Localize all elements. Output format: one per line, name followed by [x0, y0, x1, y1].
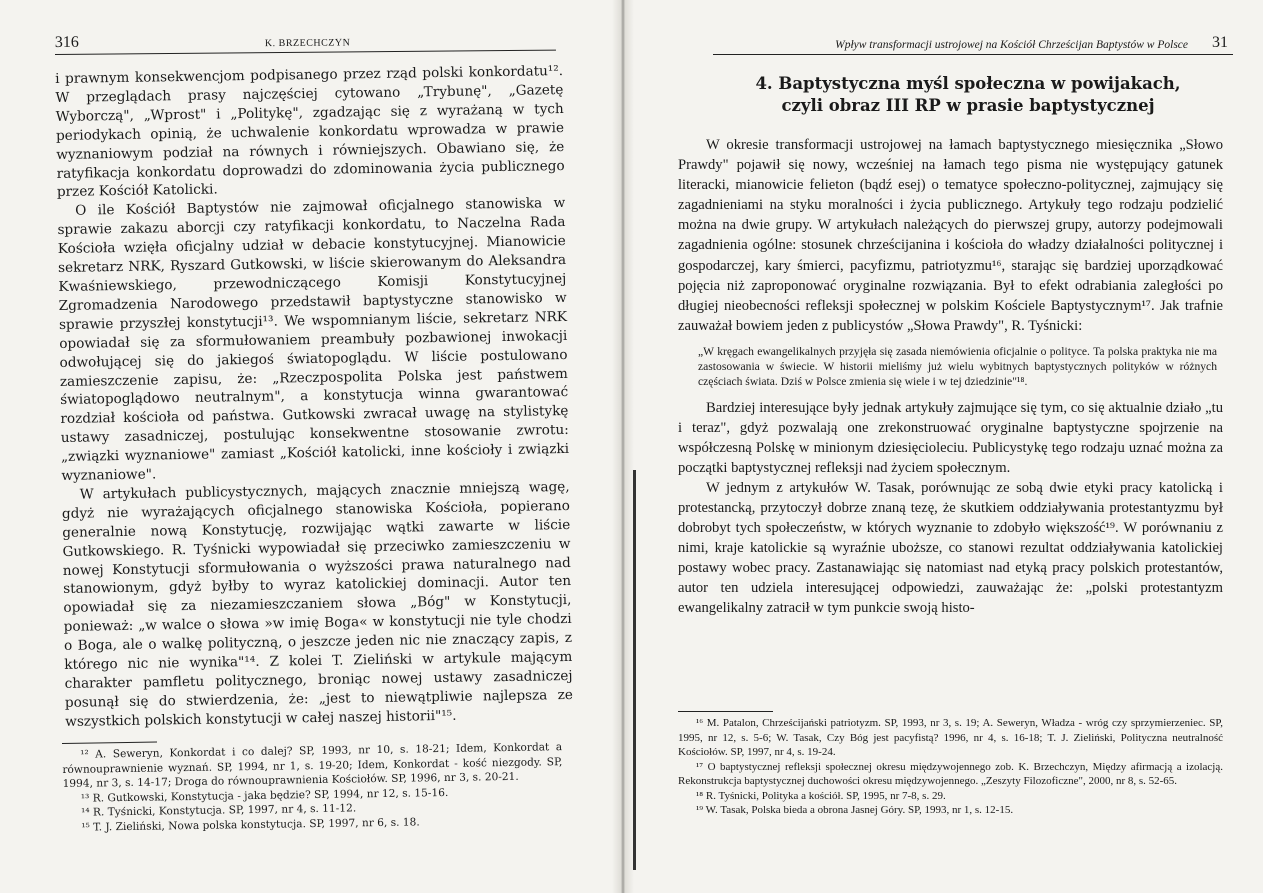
left-paragraph-3: W artykułach publicystycznych, mających znacznie mniejszą wagę, gdyż nie wyrażających oficjalnego stanowiska Kościoła, popierano generalnie nową Konstytucję, rozwijając wątki zawarte w liście Gutkowskiego. R. Tyśnicki wypowiadał się przeciwko zamieszczeniu w nowej Konstytucji sformułowania o wyższości prawa naturalnego nad stanowionym, gdyż byłby to wyraz katolickiej dominacji. Autor ten opowiadał się za niezamieszczaniem słowa „Bóg" w Konstytucji, ponieważ: „w walce o słowa »w imię Boga« w konstytucji nie tyle chodzi o Boga, ale o walkę polityczną, o jeszcze jeden nic nie znaczący zapis, z którego nic nie wynika"¹⁴. Z kolei T. Zieliński w artykule mającym charakter pamfletu politycznego, broniąc nowej ustawy zasadniczej posunął się do stwierdzenia, że: „jest to niewątpliwie najlepsza ze wszystkich polskich konstytucji w całej naszej historii"¹⁵. [61, 478, 574, 730]
left-running-head [55, 24, 556, 55]
section-heading-line-2: czyli obraz III RP w prasie baptystycznej [781, 96, 1155, 115]
footnote-17: ¹⁷ O baptystycznej refleksji społecznej okresu międzywojennego zob. K. Brzechczyn, Między afirmacją a izolacją. Rekonstrukcja baptystycznej duchowości okresu międzywojennego. „Zeszyty Filozoficzne", 2000, nr 8, s. 52-65. [678, 760, 1223, 787]
footnote-18: ¹⁸ R. Tyśnicki, Polityka a kościół. SP, 1995, nr 7-8, s. 29. [696, 789, 946, 802]
left-page-number: 316 [54, 33, 79, 52]
left-paragraph-1: i prawnym konsekwencjom podpisanego przez rząd polski konkordatu¹². W przeglądach prasy najczęściej cytowano „Trybunę", „Gazetę Wyborczą", „Wprost" i „Politykę", zgadzając się z wyrażaną w tych periodykach opinią, że uchwalenie konkordatu wprowadza w prawie wyznaniowym podział na równych i równiejszych. Obawiano się, że ratyfikacja konkordatu doprowadzi do zdominowania życia publicznego przez Kościół Katolicki. [55, 63, 565, 201]
right-paragraph-2: Bardziej interesujące były jednak artykuły zajmujące się tym, co się aktualnie działo „tu i teraz", gdyż pozwalają one zrekonstruować oryginalne baptystyczne spojrzenie na współczesną Polskę w minionym dziesięcioleciu. Publicystykę tego rodzaju uznać można za początki baptystycznej refleksji nad życiem społecznym. [678, 399, 1223, 476]
left-footnotes [62, 735, 563, 835]
left-running-head-author: K. BRZECHCZYN [264, 37, 351, 50]
right-footnotes [678, 711, 1223, 818]
right-paragraph-3: W jednym z artykułów W. Tasak, porównując ze sobą dwie etyki pracy katolicką i protestancką, przytoczył dobrze znaną tezę, że skutkiem oddziaływania protestantyzmu był dobrobyt tych społeczeństw, w których wyznanie to zdobyło większość¹⁹. W porównaniu z nimi, kraje katolickie są wyraźnie uboższe, co stanowi rezultat oddziaływania katolickiej postawy wobec pracy. Zastanawiając się natomiast nad etyką pracy polskich protestantów, autor ten udziela interesującej odpowiedzi, zauważając że: „polski protestantyzm ewangelikalny zatracił w tym punkcie swoją histo- [678, 479, 1223, 617]
footnote-15: ¹⁵ T. J. Zieliński, Nowa polska konstytucja. SP, 1997, nr 6, s. 18. [81, 816, 420, 834]
footnote-rule [678, 711, 773, 712]
footnote-16: ¹⁶ M. Patalon, Chrześcijański patriotyzm. SP, 1993, nr 3, s. 19; A. Seweryn, Władza - wróg czy sprzymierzeniec. SP, 1995, nr 12, s. 5-6; W. Tasak, Czy Bóg jest pacyfistą? 1996, nr 4, s. 16-18; T. J. Zieliński, Polityczna neutralność Kościołów. SP, 1997, nr 4, s. 19-24. [678, 717, 1223, 758]
section-heading [713, 73, 1223, 117]
footnote-19: ¹⁹ W. Tasak, Polska bieda a obrona Jasnej Góry. SP, 1993, nr 1, s. 12-15. [696, 804, 1014, 816]
right-page-number: 31 [1212, 34, 1228, 51]
block-quote: „W kręgach ewangelikalnych przyjęła się zasada niemówienia oficjalnie o polityce. Ta polska praktyka nie ma zastosowania w świecie. W historii mieliśmy już wielu wybitnych baptystycznych polityków w różnych częściach świata. Dziś w Polsce zmienia się wiele i w tej dziedzinie"¹⁸. [698, 344, 1217, 389]
footnote-12: ¹² A. Seweryn, Konkordat i co dalej? SP, 1993, nr 10, s. 18-21; Idem, Konkordat a równouprawnienie wyznań. SP, 1994, nr 1, s. 19-20; Idem, Konkordat - kość niezgody. SP, 1994, nr 3, s. 14-17; Droga do równouprawnienia Kościołów. SP, 1996, nr 3, s. 20-21. [62, 741, 563, 791]
footnote-14: ¹⁴ R. Tyśnicki, Konstytucja. SP, 1997, nr 4, s. 11-12. [81, 802, 357, 820]
right-body-text [678, 135, 1223, 619]
right-running-head-title: Wpływ transformacji ustrojowej na Kościół Chrześcijan Baptystów w Polsce [835, 39, 1188, 51]
left-page [0, 0, 618, 893]
right-paragraph-1: W okresie transformacji ustrojowej na łamach baptystycznego miesięcznika „Słowo Prawdy" pojawił się nowy, wcześniej na łamach tego pisma nie występujący gatunek literacki, mianowicie felieton (bądź esej) o tematyce społeczno-politycznej, zajmujący się zagadnieniami na styku moralności i życia publicznego. Artykuły tego rodzaju podzielić można na dwie grupy. W artykułach należących do pierwszej grupy, autorzy podejmowali zagadnienia ogólne: stosunek chrześcijanina i kościoła do władzy działalności politycznej i gospodarczej, kary śmierci, pacyfizmu, patriotyzmu¹⁶, starając się bardziej uporządkować pojęcia niż zaproponować oryginalne rozwiązania. Był to efekt odrabiania zaległości po długiej nieobecności refleksji społecznej w polskim Kościele Baptystycznym¹⁷. Jak trafnie zauważał bowiem jeden z publicystów „Słowa Prawdy", R. Tyśnicki: [678, 137, 1223, 334]
footnote-rule [62, 742, 157, 744]
section-heading-line-1: 4. Baptystyczna myśl społeczna w powijakach, [755, 74, 1181, 93]
left-body-text [55, 62, 573, 732]
right-page [628, 0, 1263, 893]
footnote-13: ¹³ R. Gutkowski, Konstytucja - jaka będzie? SP, 1994, nr 12, s. 15-16. [80, 786, 449, 805]
right-running-head [713, 28, 1233, 55]
left-paragraph-2: O ile Kościół Baptystów nie zajmował oficjalnego stanowiska w sprawie zakazu aborcji czy ratyfikacji konkordatu, to Naczelna Rada Kościoła wzięła oficjalny udział w debacie konstytucyjnej. Mianowicie sekretarz NRK, Ryszard Gutkowski, w liście skierowanym do Aleksandra Kwaśniewskiego, przewodniczącego Komisji Konstytucyjnej Zgromadzenia Narodowego przedstawił baptystyczne stanowisko w sprawie przyszłej konstytucji¹³. We wspomnianym liście, sekretarz NRK opowiadał się za sformułowaniem preambuły pozbawionej inwokacji odwołującej się do jakiegoś światopoglądu. W liście postulowano zamieszczenie zapisu, że: „Rzeczpospolita Polska jest państwem światopoglądowo neutralnym", a konstytucja winna gwarantować rozdział kościoła od państwa. Gutkowski zwracał uwagę na stylistykę ustawy zasadniczej, postulując konsekwentne stosowanie zwrotu: „związki wyznaniowe" zamiast „Kościół katolicki, inne kościoły i związki wyznaniowe". [57, 195, 570, 484]
